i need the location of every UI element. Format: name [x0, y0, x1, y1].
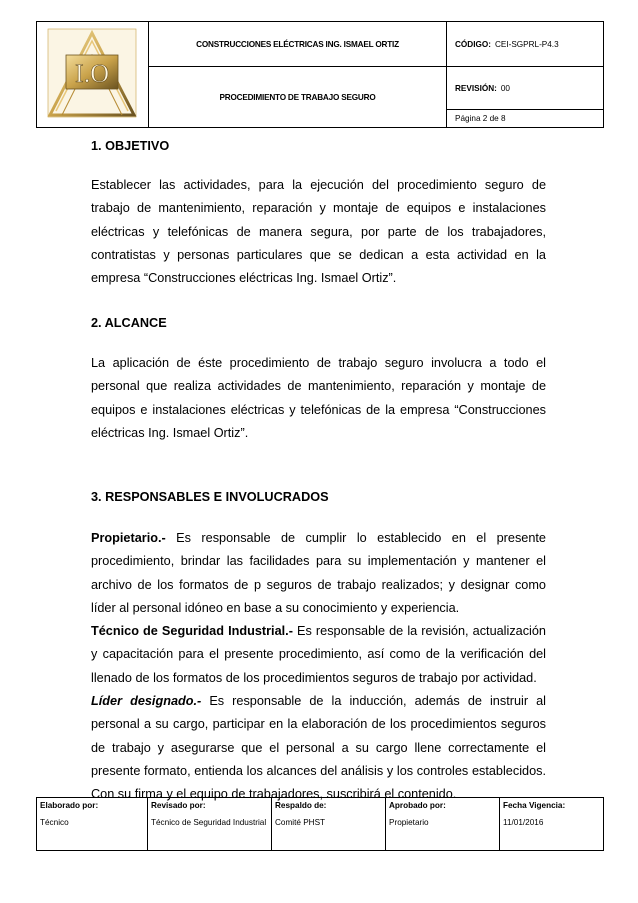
footer-value: Comité PHST — [275, 818, 326, 827]
company-logo — [42, 25, 142, 123]
lider-label: Líder designado.- — [91, 694, 202, 709]
footer-cell-fecha — [500, 798, 603, 850]
document-title: PROCEDIMIENTO DE TRABAJO SEGURO — [149, 67, 447, 127]
codigo-cell — [447, 22, 603, 67]
footer-label: Aprobado por: — [389, 801, 446, 810]
footer-value: Técnico de Seguridad Industrial — [151, 818, 267, 827]
logo-cell — [37, 22, 149, 127]
footer-label: Elaborado por: — [40, 801, 99, 810]
revision-label: REVISIÓN: — [455, 83, 497, 93]
footer-value: Propietario — [389, 818, 429, 827]
document-header — [36, 21, 604, 128]
footer-label: Fecha Vigencia: — [503, 801, 566, 810]
document-footer — [36, 797, 604, 851]
footer-value: 11/01/2016 — [503, 818, 544, 827]
footer-cell-aprobado — [386, 798, 500, 850]
footer-label: Revisado por: — [151, 801, 206, 810]
revision-cell — [447, 67, 603, 110]
page-number: Página 2 de 8 — [455, 114, 506, 123]
revision-value: 00 — [500, 83, 510, 93]
company-name: CONSTRUCCIONES ELÉCTRICAS ING. ISMAEL ORTIZ — [149, 22, 447, 67]
responsables-heading: 3. RESPONSABLES E INVOLUCRADOS — [91, 490, 329, 504]
lider-text: Es responsable de la inducción, además de instruir al personal a su cargo, participar en la elaboración de los procedimientos seguros de trabajo y asegurarse que el personal a su cargo llene correctamente el presente formato, entienda los alcances del análisis y los controles establecidos. Con su firma y el equipo de trabajadores, suscribirá el contenido. — [91, 694, 546, 802]
alcance-text: La aplicación de éste procedimiento de trabajo seguro involucra a todo el personal que realiza actividades de mantenimiento, reparación y montaje de equipos e instalaciones eléctricas y telefónicas de la empresa “Construcciones eléctricas Ing. Ismael Ortiz”. — [91, 356, 546, 440]
objetivo-text: Establecer las actividades, para la ejecución del procedimiento seguro de trabajo de mantenimiento, reparación y montaje de equipos e instalaciones eléctricas y telefónicas de manera segura, por parte de los trabajadores, contratistas y personas particulares que se dedican a esta actividad en la empresa “Construcciones eléctricas Ing. Ismael Ortiz”. — [91, 178, 546, 286]
objetivo-heading: 1. OBJETIVO — [91, 139, 170, 153]
logo-text: I.O — [75, 59, 109, 88]
responsables-text — [91, 527, 546, 807]
codigo-label: CÓDIGO: — [455, 39, 491, 49]
tecnico-text: Es responsable de la revisión, actualización y capacitación para el presente procedimiento, así como de la verificación del llenado de los formatos de los procedimientos seguros de trabajo por actividad. — [91, 624, 546, 685]
footer-cell-elaborado — [37, 798, 148, 850]
footer-cell-respaldo — [272, 798, 386, 850]
footer-label: Respaldo de: — [275, 801, 327, 810]
footer-cell-revisado — [148, 798, 272, 850]
alcance-heading: 2. ALCANCE — [91, 316, 167, 330]
propietario-label: Propietario.- — [91, 531, 166, 545]
codigo-value: CEI-SGPRL-P4.3 — [494, 39, 559, 49]
tecnico-label: Técnico de Seguridad Industrial.- — [91, 624, 293, 639]
propietario-text: Es responsable de cumplir lo establecido en el presente procedimiento, brindar las facilidades para su implementación y mantener el archivo de los formatos de p seguros de trabajo realizados; y designar como líder al personal idóneo en base a su conocimiento y experiencia. — [91, 531, 546, 615]
footer-value: Técnico — [40, 818, 69, 827]
